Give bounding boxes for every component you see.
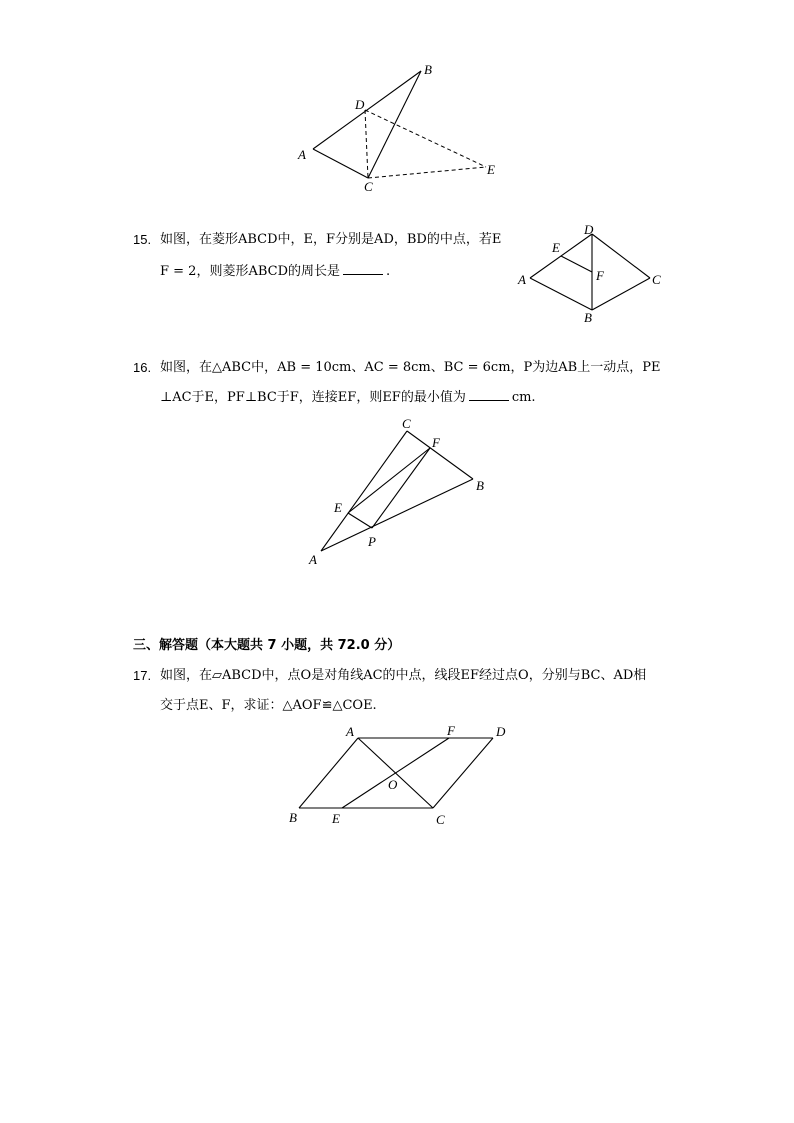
figure-triangle-top	[290, 58, 520, 198]
question-16-line2: ⊥AC于E，PF⊥BC于F，连接EF，则EF的最小值为 cm.	[160, 390, 536, 405]
label-a: A	[346, 724, 354, 739]
question-16-text: ⊥AC于E，PF⊥BC于F，连接EF，则EF的最小值为	[160, 390, 466, 405]
question-number: 17.	[133, 668, 152, 683]
label-a: A	[298, 147, 306, 162]
label-a: A	[309, 552, 317, 567]
question-number: 16.	[133, 360, 152, 375]
question-number: 15.	[133, 232, 152, 247]
label-c: C	[436, 812, 445, 827]
label-p: P	[368, 534, 376, 549]
label-e: E	[552, 240, 560, 255]
question-17-line2: 交于点E、F，求证：△AOF≌△COE.	[160, 698, 377, 713]
question-17	[133, 666, 673, 726]
label-c: C	[364, 179, 373, 194]
question-16	[133, 358, 673, 418]
label-f: F	[596, 268, 604, 283]
question-17-line1: 如图，在▱ABCD中，点O是对角线AC的中点，线段EF经过点O，分别与BC、AD相	[160, 668, 647, 683]
label-e: E	[487, 162, 495, 177]
answer-blank[interactable]	[343, 262, 383, 275]
label-c: C	[652, 272, 661, 287]
answer-blank[interactable]	[469, 388, 509, 401]
label-o: O	[388, 777, 398, 792]
section-heading: 三、解答题（本大题共 7 小题，共 72.0 分）	[133, 638, 401, 653]
label-a: A	[518, 272, 526, 287]
question-16-line1: 如图，在△ABC中，AB = 10cm、AC = 8cm、BC = 6cm，P为边AB上一动点，PE	[160, 360, 661, 375]
label-b: B	[476, 478, 484, 493]
figure-triangle-pef	[300, 415, 500, 570]
label-f: F	[432, 435, 440, 450]
label-e: E	[334, 500, 342, 515]
label-f: F	[447, 723, 455, 738]
label-c: C	[402, 416, 411, 431]
question-15-line1: 如图，在菱形ABCD中，E，F分别是AD，BD的中点，若E	[160, 232, 502, 247]
question-15	[133, 230, 513, 290]
figure-rhombus	[512, 220, 672, 328]
label-d: D	[584, 222, 594, 237]
label-d: D	[496, 724, 506, 739]
label-b: B	[424, 62, 432, 77]
label-e: E	[332, 811, 340, 826]
question-15-text: F = 2，则菱形ABCD的周长是	[160, 264, 341, 279]
label-d: D	[355, 97, 365, 112]
label-b: B	[584, 310, 592, 325]
label-b: B	[289, 810, 297, 825]
question-15-line2: F = 2，则菱形ABCD的周长是 .	[160, 264, 391, 279]
figure-parallelogram	[283, 722, 523, 832]
